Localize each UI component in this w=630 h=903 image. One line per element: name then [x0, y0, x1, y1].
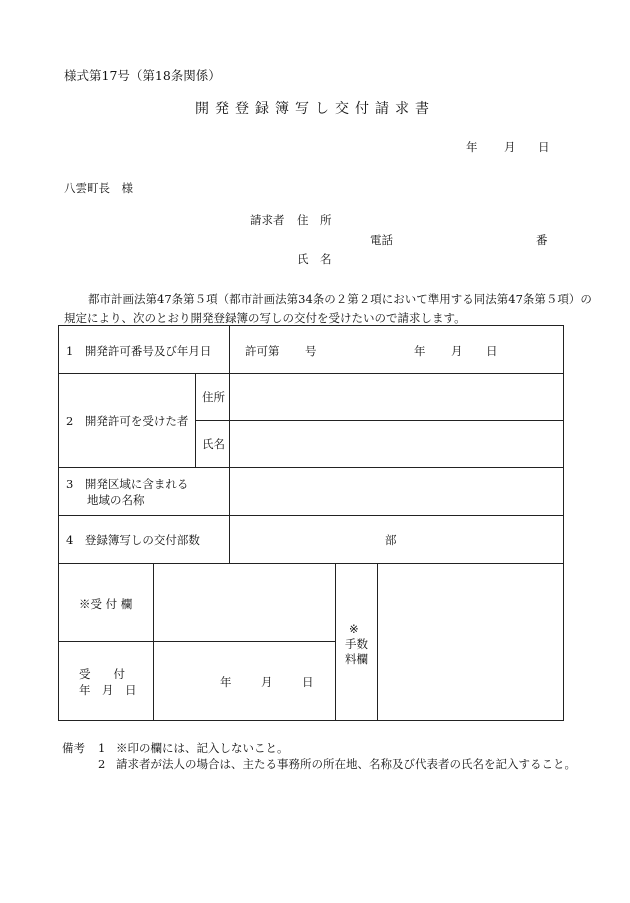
row-divider [59, 515, 563, 516]
notes-heading: 備考 [62, 741, 85, 755]
intro-text: 都市計画法第47条第５項（都市計画法第34条の２第２項において準用する同法第47条第５項）の規定により、次のとおり開発登録簿の写しの交付を受けたいので請求します。 [64, 292, 592, 325]
row4-label: 4 登録簿写しの交付部数 [66, 533, 200, 547]
row1-permit-prefix: 許可第 [245, 344, 280, 358]
reception-year: 年 [220, 675, 232, 689]
row1-permit-suffix: 号 [305, 344, 317, 358]
request-table [58, 325, 564, 721]
row1-day: 日 [486, 344, 498, 358]
note-number: 2 [98, 757, 106, 771]
fee-label-line2: 料欄 [345, 652, 368, 666]
col-divider [229, 326, 230, 373]
row1-year: 年 [414, 344, 426, 358]
row3-label-line1: 3 開発区域に含まれる [66, 477, 189, 491]
note-number: 1 [98, 741, 106, 755]
row3-label-line2: 地域の名称 [87, 493, 145, 507]
reception-month: 月 [261, 675, 273, 689]
date-day-label: 日 [538, 140, 550, 154]
intro-paragraph [64, 290, 594, 328]
fee-label-line1: 手数 [345, 637, 368, 651]
date-year-label: 年 [466, 140, 478, 154]
col-divider [229, 373, 230, 563]
form-number: 様式第17号（第18条関係） [64, 68, 221, 83]
reception-day: 日 [302, 675, 314, 689]
fee-mark: ※ [349, 622, 359, 636]
row-divider [59, 563, 563, 564]
row2-label: 2 開発許可を受けた者 [66, 414, 189, 428]
requester-label: 請求者 [250, 213, 285, 227]
reception-label: ※受 付 欄 [79, 597, 133, 611]
col-divider [195, 373, 196, 467]
row1-month: 月 [451, 344, 463, 358]
note-text: 請求者が法人の場合は、主たる事務所の所在地、名称及び代表者の氏名を記入すること。 [116, 757, 576, 771]
col-divider [377, 563, 378, 720]
addressee: 八雲町長 様 [64, 181, 133, 195]
col-divider [153, 563, 154, 720]
date-month-label: 月 [504, 140, 516, 154]
row4-unit: 部 [385, 533, 397, 547]
document-title: 開発登録簿写し交付請求書 [195, 101, 435, 117]
note-text: ※印の欄には、記入しないこと。 [116, 741, 289, 755]
date-line [466, 139, 550, 155]
note-item [98, 740, 289, 756]
row-divider [59, 467, 563, 468]
reception-date-label-line1: 受 付 [79, 667, 125, 681]
row2-address-label: 住所 [202, 390, 225, 404]
row2-name-label: 氏名 [202, 437, 225, 451]
requester-address-label: 住 所 [297, 213, 332, 227]
row-divider [59, 373, 563, 374]
requester-phone-label: 電話 [370, 233, 393, 247]
row1-label: 1 開発許可番号及び年月日 [66, 344, 212, 358]
requester-phone-suffix: 番 [536, 233, 548, 247]
note-item [98, 756, 576, 772]
reception-date-label-line2: 年 月 日 [79, 683, 137, 697]
requester-name-label: 氏 名 [297, 252, 332, 266]
row-divider [195, 420, 563, 421]
col-divider [335, 563, 336, 720]
row-divider [59, 641, 335, 642]
